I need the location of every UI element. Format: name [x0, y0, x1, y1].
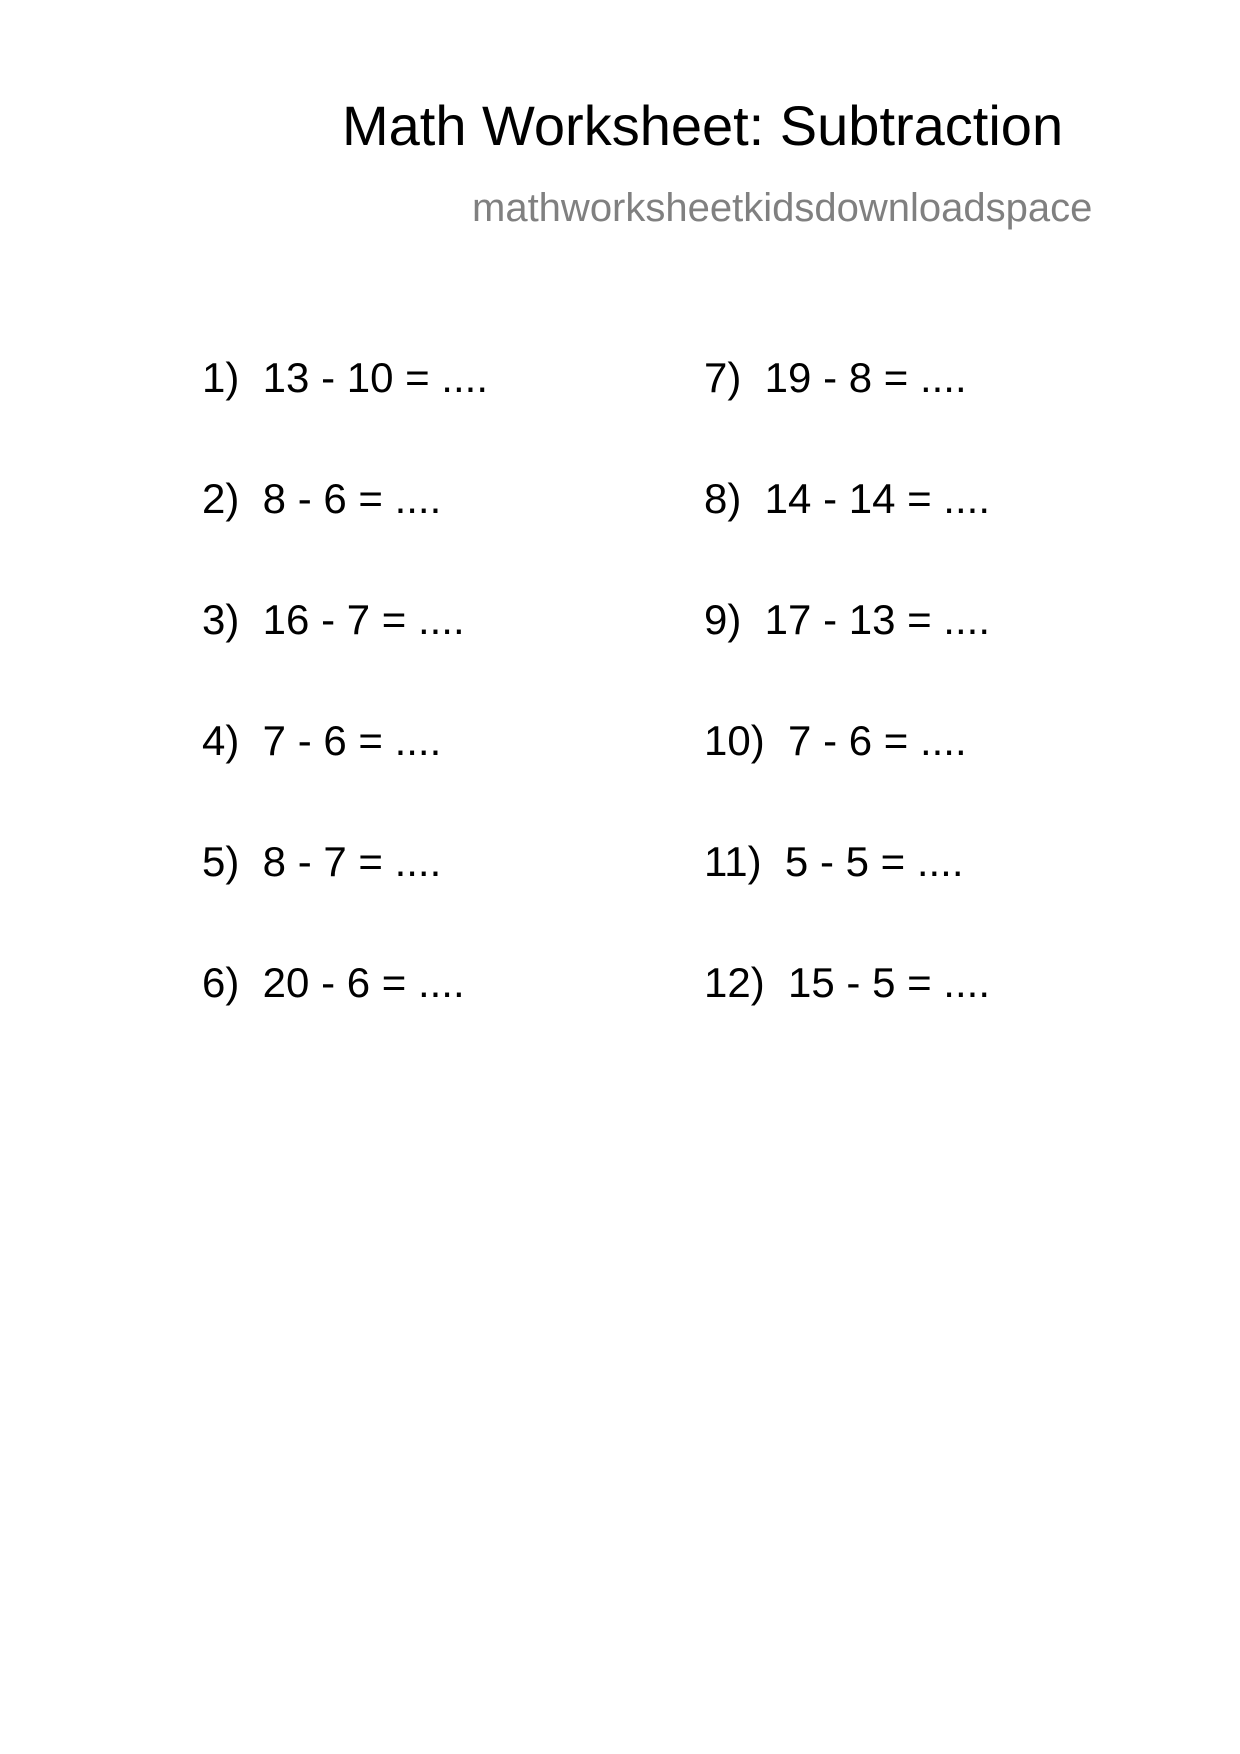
problem-5: 5) 8 - 7 = ....	[202, 838, 442, 885]
problem-2: 2) 8 - 6 = ....	[202, 475, 442, 522]
problem-7: 7) 19 - 8 = ....	[704, 354, 967, 401]
problem-8: 8) 14 - 14 = ....	[704, 475, 990, 522]
site-watermark: mathworksheetkidsdownloadspace	[472, 186, 1093, 230]
problem-1: 1) 13 - 10 = ....	[202, 354, 488, 401]
problem-10: 10) 7 - 6 = ....	[704, 717, 967, 764]
problem-9: 9) 17 - 13 = ....	[704, 596, 990, 643]
problem-4: 4) 7 - 6 = ....	[202, 717, 442, 764]
problem-12: 12) 15 - 5 = ....	[704, 959, 990, 1006]
problem-11: 11) 5 - 5 = ....	[704, 838, 964, 885]
problem-3: 3) 16 - 7 = ....	[202, 596, 465, 643]
problem-6: 6) 20 - 6 = ....	[202, 959, 465, 1006]
page-title: Math Worksheet: Subtraction	[342, 94, 1064, 157]
